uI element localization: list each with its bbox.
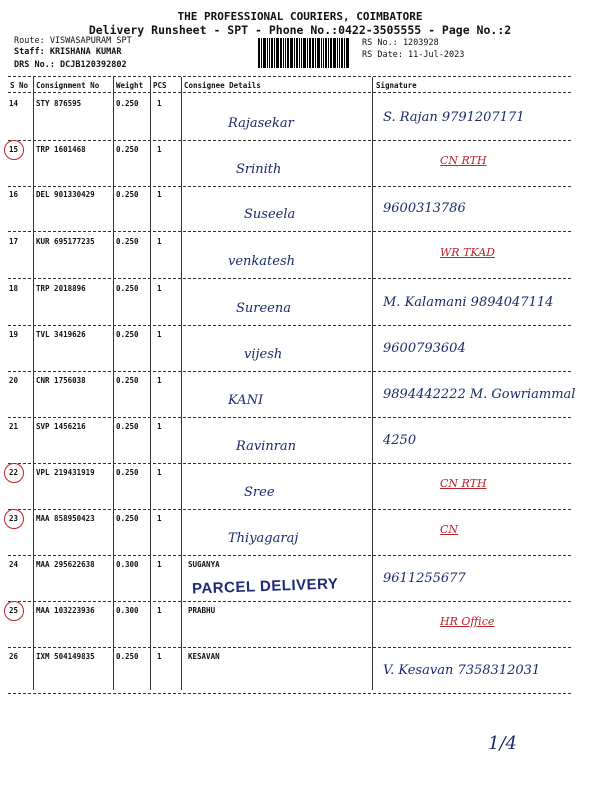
row-consignment-no: DEL 901330429 [36, 190, 95, 199]
row-pcs: 1 [157, 376, 162, 385]
row-weight: 0.250 [116, 145, 139, 154]
row-sno: 22 [9, 468, 19, 477]
barcode-bar [258, 38, 260, 68]
row-weight: 0.250 [116, 514, 139, 523]
barcode-bar [312, 38, 314, 68]
row-sno: 21 [9, 422, 19, 431]
row-remark: HR Office [440, 615, 495, 628]
row-consignment-no: TVL 3419626 [36, 330, 86, 339]
column-divider [113, 77, 114, 690]
row-consignment-no: MAA 295622638 [36, 560, 95, 569]
row-pcs: 1 [157, 422, 162, 431]
barcode-bar [287, 38, 289, 68]
row-weight: 0.250 [116, 284, 139, 293]
barcode-bar [269, 38, 270, 68]
barcode-bar [274, 38, 275, 68]
barcode-bar [307, 38, 308, 68]
row-rule [8, 140, 571, 141]
route-label: Route: VISWASAPURAM SPT [14, 36, 132, 46]
row-signature: 4250 [383, 433, 417, 448]
row-pcs: 1 [157, 237, 162, 246]
barcode-bar [325, 38, 327, 68]
row-weight: 0.250 [116, 422, 139, 431]
barcode-bar [290, 38, 293, 68]
header-consignee: Consignee Details [184, 81, 261, 90]
row-sno: 20 [9, 376, 19, 385]
row-consignment-no: IXM 504149835 [36, 652, 95, 661]
column-divider [372, 77, 373, 690]
row-handwritten-name: Ravinran [236, 439, 297, 454]
row-rule [8, 278, 571, 279]
row-sno: 26 [9, 652, 19, 661]
barcode-bar [317, 38, 320, 68]
row-rule [8, 509, 571, 510]
row-sno: 23 [9, 514, 19, 523]
row-circle-mark [4, 140, 24, 160]
barcode-bar [315, 38, 316, 68]
row-weight: 0.250 [116, 330, 139, 339]
row-pcs: 1 [157, 190, 162, 199]
header-consignment: Consignment No [36, 81, 100, 90]
row-consignment-no: TRP 2018896 [36, 284, 86, 293]
row-remark: WR TKAD [440, 246, 495, 259]
row-signature: 9894442222 M. Gowriammal [383, 387, 576, 402]
row-signature: S. Rajan 9791207171 [383, 110, 525, 125]
row-rule [8, 231, 571, 232]
barcode-bar [330, 38, 332, 68]
row-remark: CN RTH [440, 477, 487, 490]
parcel-delivery-stamp: PARCEL DELIVERY [191, 575, 339, 598]
row-pcs: 1 [157, 560, 162, 569]
row-pcs: 1 [157, 606, 162, 615]
row-pcs: 1 [157, 99, 162, 108]
barcode-bar [296, 38, 298, 68]
barcode-bar [328, 38, 329, 68]
row-weight: 0.250 [116, 237, 139, 246]
barcode-bar [276, 38, 279, 68]
row-rule [8, 371, 571, 372]
row-signature: 9600313786 [383, 201, 466, 216]
rs-number: RS No.: 1203928 [362, 38, 439, 48]
row-handwritten-name: Srinith [236, 162, 282, 177]
row-handwritten-name: Suseela [244, 207, 296, 222]
company-title: THE PROFESSIONAL COURIERS, COIMBATORE [177, 10, 423, 23]
row-rule [8, 601, 571, 602]
row-handwritten-name: KANI [228, 393, 264, 408]
row-remark: CN RTH [440, 154, 487, 167]
barcode [258, 38, 356, 68]
row-pcs: 1 [157, 468, 162, 477]
row-pcs: 1 [157, 652, 162, 661]
barcode-bar [261, 38, 262, 68]
header-pcs: PCS [153, 81, 167, 90]
row-signature: 9600793604 [383, 341, 466, 356]
row-handwritten-name: venkatesh [228, 254, 295, 269]
row-weight: 0.300 [116, 606, 139, 615]
barcode-bar [299, 38, 300, 68]
row-consignment-no: STY 876595 [36, 99, 82, 108]
row-consignment-no: VPL 219431919 [36, 468, 95, 477]
row-consignee: KESAVAN [188, 652, 220, 661]
barcode-bar [303, 38, 306, 68]
row-rule [8, 555, 571, 556]
row-rule [8, 186, 571, 187]
row-rule [8, 647, 571, 648]
row-pcs: 1 [157, 330, 162, 339]
row-handwritten-name: Sureena [236, 301, 292, 316]
row-handwritten-name: vijesh [244, 347, 283, 362]
column-divider [181, 77, 182, 690]
row-sno: 24 [9, 560, 19, 569]
row-consignee: SUGANYA [188, 560, 220, 569]
row-consignee: PRABHU [188, 606, 216, 615]
header-signature: Signature [376, 81, 417, 90]
barcode-bar [309, 38, 311, 68]
row-signature: 9611255677 [383, 571, 466, 586]
row-consignment-no: SVP 1456216 [36, 422, 86, 431]
row-sno: 19 [9, 330, 19, 339]
row-rule [8, 693, 571, 694]
row-weight: 0.250 [116, 468, 139, 477]
row-rule [8, 325, 571, 326]
row-remark: CN [440, 523, 459, 536]
barcode-bar [294, 38, 295, 68]
barcode-bar [341, 38, 343, 68]
row-consignment-no: CNR 1756038 [36, 376, 86, 385]
header-weight: Weight [116, 81, 144, 90]
runsheet-subtitle: Delivery Runsheet - SPT - Phone No.:0422-3505555 - Page No.:2 [88, 23, 512, 37]
row-rule [8, 463, 571, 464]
table-top-rule [8, 76, 571, 77]
barcode-bar [344, 38, 345, 68]
row-circle-mark [4, 601, 24, 621]
row-sno: 18 [9, 284, 19, 293]
barcode-bar [321, 38, 322, 68]
barcode-bar [337, 38, 338, 68]
barcode-bar [263, 38, 266, 68]
row-handwritten-name: Sree [244, 485, 275, 500]
row-sno: 25 [9, 606, 19, 615]
rs-date: RS Date: 11-Jul-2023 [362, 50, 465, 60]
column-divider [150, 77, 151, 690]
row-handwritten-name: Rajasekar [228, 116, 294, 131]
page-initial: 1/4 [488, 733, 517, 754]
barcode-bar [346, 38, 349, 68]
row-consignment-no: MAA 858950423 [36, 514, 95, 523]
row-consignment-no: MAA 103223936 [36, 606, 95, 615]
row-pcs: 1 [157, 514, 162, 523]
row-pcs: 1 [157, 145, 162, 154]
row-sno: 14 [9, 99, 19, 108]
barcode-bar [267, 38, 268, 68]
row-sno: 16 [9, 190, 19, 199]
barcode-bar [271, 38, 273, 68]
row-weight: 0.250 [116, 99, 139, 108]
column-divider [33, 77, 34, 690]
barcode-bar [285, 38, 286, 68]
row-circle-mark [4, 463, 24, 483]
barcode-bar [333, 38, 336, 68]
header-sno: S No [10, 81, 29, 90]
row-weight: 0.250 [116, 376, 139, 385]
barcode-bar [283, 38, 284, 68]
header-bottom-rule [8, 92, 571, 93]
row-circle-mark [4, 509, 24, 529]
row-weight: 0.250 [116, 652, 139, 661]
row-signature: V. Kesavan 7358312031 [383, 663, 541, 678]
drs-number: DRS No.: DCJB120392802 [14, 60, 127, 70]
barcode-bar [339, 38, 340, 68]
barcode-bar [301, 38, 302, 68]
row-signature: M. Kalamani 9894047114 [383, 295, 554, 310]
row-consignment-no: TRP 1601468 [36, 145, 86, 154]
row-weight: 0.250 [116, 190, 139, 199]
barcode-bar [323, 38, 324, 68]
row-pcs: 1 [157, 284, 162, 293]
staff-label: Staff: KRISHANA KUMAR [14, 47, 122, 57]
row-handwritten-name: Thiyagaraj [228, 531, 299, 546]
row-consignment-no: KUR 695177235 [36, 237, 95, 246]
row-sno: 17 [9, 237, 19, 246]
row-rule [8, 417, 571, 418]
row-sno: 15 [9, 145, 19, 154]
barcode-bar [280, 38, 282, 68]
row-weight: 0.300 [116, 560, 139, 569]
